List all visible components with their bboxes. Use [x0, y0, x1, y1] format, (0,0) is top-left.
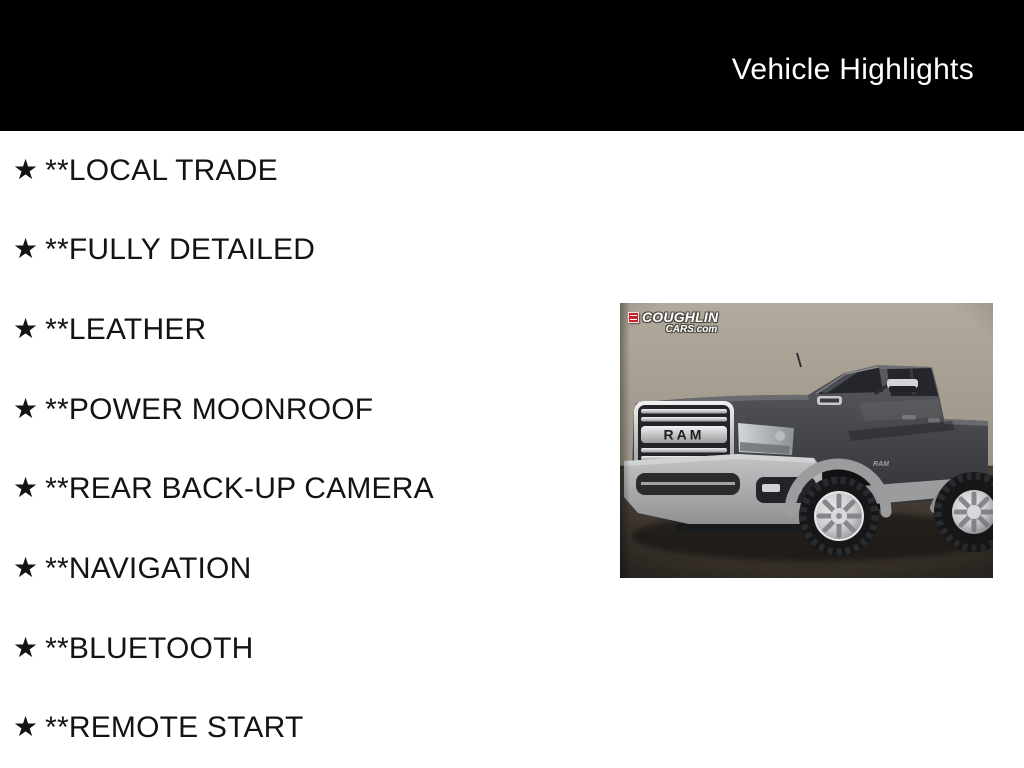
highlight-label: **BLUETOOTH: [45, 631, 254, 665]
highlight-item: [0, 370, 615, 450]
star-icon: ★: [13, 631, 39, 663]
star-icon: ★: [13, 313, 39, 345]
highlight-item: [0, 211, 615, 291]
vehicle-photo: [620, 303, 993, 578]
truck-illustration: [620, 303, 993, 578]
highlight-item: [0, 290, 615, 370]
star-icon: ★: [13, 711, 39, 743]
highlight-label: **LOCAL TRADE: [45, 153, 278, 187]
page-title: Vehicle Highlights: [731, 52, 974, 86]
star-icon: ★: [13, 551, 39, 583]
star-icon: ★: [13, 233, 39, 265]
highlight-label: **REAR BACK-UP CAMERA: [45, 472, 434, 506]
star-icon: ★: [13, 392, 39, 424]
highlight-item: [0, 131, 615, 211]
highlight-item: [0, 529, 615, 609]
highlight-label: **REMOTE START: [45, 711, 304, 745]
highlight-label: **POWER MOONROOF: [45, 392, 374, 426]
highlight-item: [0, 609, 615, 689]
star-icon: ★: [13, 153, 39, 185]
dealer-logo-domain: CARS.com: [665, 324, 718, 335]
star-icon: ★: [13, 472, 39, 504]
highlights-list: [0, 131, 615, 768]
header-bar: [0, 0, 1024, 131]
highlight-label: **NAVIGATION: [45, 551, 252, 585]
highlight-label: **LEATHER: [45, 313, 207, 347]
highlight-item: [0, 450, 615, 530]
highlight-item: [0, 688, 615, 768]
dealer-logo-name: COUGHLIN: [642, 309, 719, 325]
highlight-label: **FULLY DETAILED: [45, 233, 316, 267]
